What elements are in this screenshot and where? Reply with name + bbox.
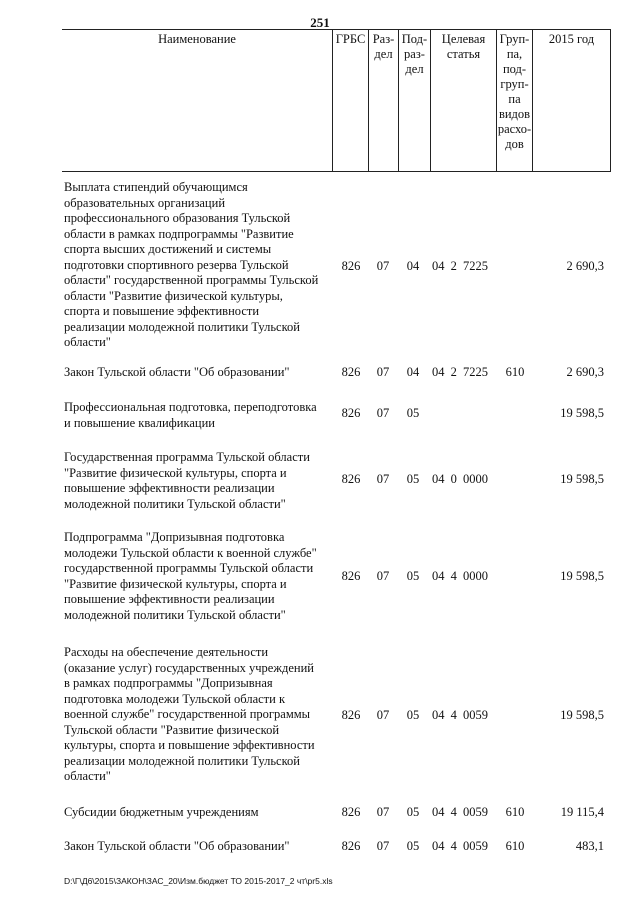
header-name: Наименование <box>158 32 236 46</box>
row-sum: 19 598,5 <box>560 406 604 420</box>
row-grbs: 826 <box>341 805 361 819</box>
row-tselevaya-statya: 04 4 0000 <box>432 569 488 583</box>
row-podrazdel: 05 <box>406 472 420 486</box>
header-tselevaya-statya: Целевая статья <box>430 30 496 171</box>
row-name: Субсидии бюджетным учреждениям <box>64 805 259 819</box>
row-tselevaya-statya: 04 4 0059 <box>432 839 488 853</box>
row-podrazdel: 05 <box>406 839 420 853</box>
page-number: 251 <box>310 15 330 30</box>
row-grbs: 826 <box>341 259 361 273</box>
row-podrazdel: 05 <box>406 805 420 819</box>
row-sum: 483,1 <box>575 839 604 853</box>
row-name: Профессиональная подготовка, переподготовка и повышение квалификации <box>64 400 317 430</box>
row-razdel: 07 <box>376 259 390 273</box>
row-grbs: 826 <box>341 708 361 722</box>
row-sum: 19 115,4 <box>560 805 604 819</box>
row-grbs: 826 <box>341 472 361 486</box>
row-sum: 19 598,5 <box>560 472 604 486</box>
row-razdel: 07 <box>376 805 390 819</box>
row-name: Подпрограмма "Допризывная подготовка молодежи Тульской области к военной службе" государственной программы Тульской области "Развитие физической культуры, спорта и повышение эффективности реализации молодежной политики Тульской области" <box>64 530 317 622</box>
header-razdel: Раз- дел <box>368 30 398 171</box>
header-grbs: ГРБС <box>332 30 368 171</box>
row-grbs: 826 <box>341 406 361 420</box>
row-razdel: 07 <box>376 569 390 583</box>
row-sum: 2 690,3 <box>566 365 604 379</box>
row-grbs: 826 <box>341 839 361 853</box>
row-sum: 2 690,3 <box>566 259 604 273</box>
row-name: Расходы на обеспечение деятельности (оказание услуг) государственных учреждений в рамках подпрограммы "Допризывная подготовка молодежи Тульской области к военной службе" государственной программы Тульской области "Развитие физической культуры, спорта и повышение эффективности реализации молодежной политики Тульской области" <box>64 645 315 783</box>
header-year-2015: 2015 год <box>532 30 610 171</box>
row-sum: 19 598,5 <box>560 708 604 722</box>
file-path-footer: D:\Г\Д6\2015\ЗАКОН\ЗАС_20\Изм.бюджет ТО 2015-2017_2 чт\pr5.xls <box>64 876 333 886</box>
row-podrazdel: 05 <box>406 406 420 420</box>
row-podrazdel: 05 <box>406 569 420 583</box>
row-vid-raskhodov: 610 <box>505 839 525 853</box>
row-name: Государственная программа Тульской области "Развитие физической культуры, спорта и повышение эффективности реализации молодежной политики Тульской области" <box>64 450 310 511</box>
row-name: Закон Тульской области "Об образовании" <box>64 839 290 853</box>
row-name: Выплата стипендий обучающимся образовательных организаций профессионального образования Тульской области в рамках подпрограммы "Развитие спорта высших достижений и системы подготовки спортивного резерва Тульской области" государственной программы Тульской области "Развитие физической культуры, спорта и повышение эффективности реализации молодежной политики Тульской области" <box>64 180 319 349</box>
row-podrazdel: 04 <box>406 365 420 379</box>
row-razdel: 07 <box>376 406 390 420</box>
row-tselevaya-statya: 04 0 0000 <box>432 472 488 486</box>
row-tselevaya-statya: 04 4 0059 <box>432 708 488 722</box>
row-vid-raskhodov: 610 <box>505 365 525 379</box>
row-name: Закон Тульской области "Об образовании" <box>64 365 290 379</box>
row-razdel: 07 <box>376 839 390 853</box>
row-razdel: 07 <box>376 365 390 379</box>
row-grbs: 826 <box>341 569 361 583</box>
row-sum: 19 598,5 <box>560 569 604 583</box>
row-razdel: 07 <box>376 472 390 486</box>
row-grbs: 826 <box>341 365 361 379</box>
row-tselevaya-statya: 04 2 7225 <box>432 365 488 379</box>
header-podrazdel: Под- раз- дел <box>398 30 430 171</box>
row-podrazdel: 05 <box>406 708 420 722</box>
row-tselevaya-statya: 04 2 7225 <box>432 259 488 273</box>
row-razdel: 07 <box>376 708 390 722</box>
header-vid-raskhodov: Груп- па, под- груп- па видов расхо- дов <box>496 30 532 171</box>
table-header <box>62 29 611 172</box>
row-tselevaya-statya: 04 4 0059 <box>432 805 488 819</box>
row-vid-raskhodov: 610 <box>505 805 525 819</box>
row-podrazdel: 04 <box>406 259 420 273</box>
